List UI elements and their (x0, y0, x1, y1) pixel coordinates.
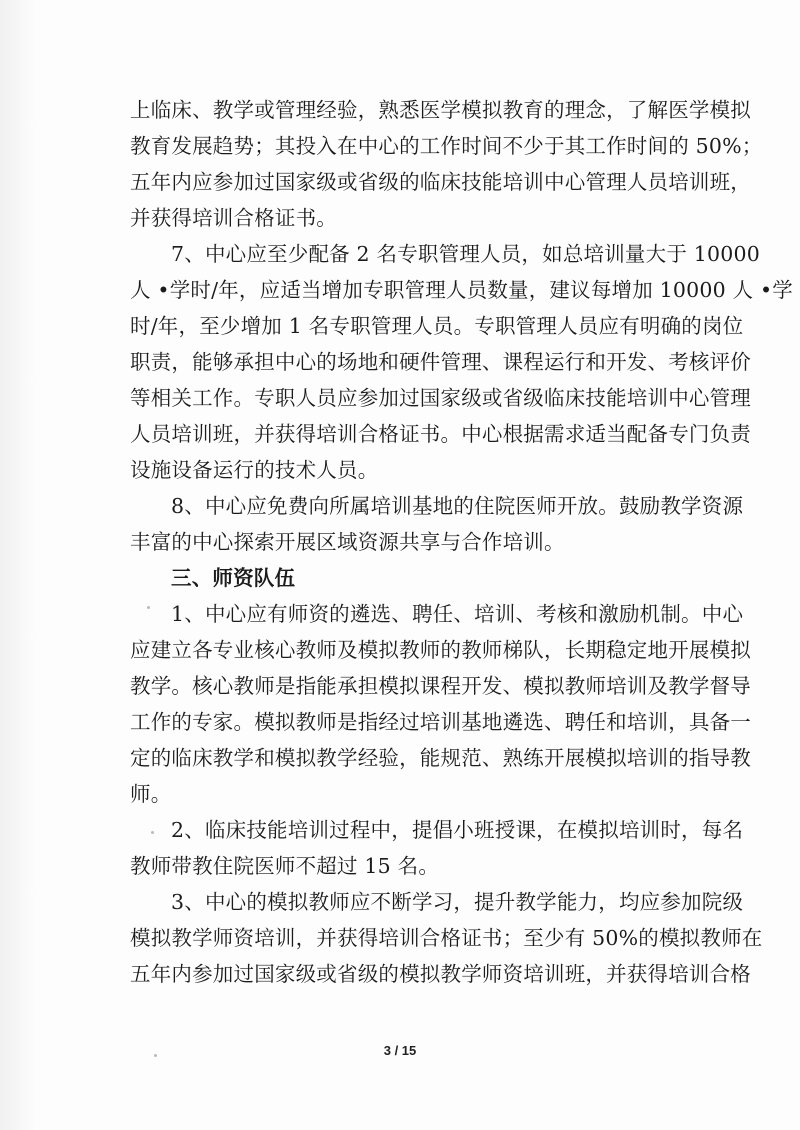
paragraph-1-start: 1、中心应有师资的遴选、聘任、培训、考核和激励机制。中心 (171, 602, 744, 626)
text-line: 师。 (130, 782, 172, 806)
text-line: 等相关工作。专职人员应参加过国家级或省级临床技能培训中心管理 (130, 386, 751, 410)
text-line: 定的临床教学和模拟教学经验，能规范、熟练开展模拟培训的指导教 (130, 746, 751, 770)
paragraph-3-start: 3、中心的模拟教师应不断学习，提升教学能力，均应参加院级 (171, 890, 744, 914)
scan-edge-shadow (0, 0, 36, 1130)
paragraph-8-start: 8、中心应免费向所属培训基地的住院医师开放。鼓励教学资源 (171, 494, 744, 518)
text-line: 并获得培训合格证书。 (130, 206, 337, 230)
section-heading: 三、师资队伍 (171, 566, 296, 590)
text-line: 人 •学时/年，应适当增加专职管理人员数量，建议每增加 10000 人 •学 (130, 278, 793, 302)
text-line: 职责，能够承担中心的场地和硬件管理、课程运行和开发、考核评价 (130, 350, 751, 374)
text-line: 教育发展趋势；其投入在中心的工作时间不少于其工作时间的 50%； (130, 134, 763, 158)
paragraph-7-start: 7、中心应至少配备 2 名专职管理人员，如总培训量大于 10000 (171, 242, 760, 266)
text-line: 教学。核心教师是指能承担模拟课程开发、模拟教师培训及教学督导 (130, 674, 751, 698)
text-line: 应建立各专业核心教师及模拟教师的教师梯队，长期稳定地开展模拟 (130, 638, 751, 662)
text-line: 模拟教学师资培训，并获得培训合格证书；至少有 50%的模拟教师在 (130, 926, 763, 950)
text-line: 时/年，至少增加 1 名专职管理人员。专职管理人员应有明确的岗位 (130, 314, 744, 338)
text-line: 人员培训班，并获得培训合格证书。中心根据需求适当配备专门负责 (130, 422, 751, 446)
text-line: 上临床、教学或管理经验，熟悉医学模拟教育的理念，了解医学模拟 (130, 98, 751, 122)
text-line: 五年内应参加过国家级或省级的临床技能培训中心管理人员培训班， (130, 170, 751, 194)
page-number: 3 / 15 (383, 1043, 417, 1058)
text-line: 丰富的中心探索开展区域资源共享与合作培训。 (130, 530, 565, 554)
text-line: 五年内参加过国家级或省级的模拟教学师资培训班，并获得培训合格 (130, 962, 751, 986)
document-body (130, 92, 793, 992)
text-line: 教师带教住院医师不超过 15 名。 (130, 854, 440, 878)
text-line: 设施设备运行的技术人员。 (130, 458, 379, 482)
text-line: 工作的专家。模拟教师是指经过培训基地遴选、聘任和培训，具备一 (130, 710, 751, 734)
paragraph-2-start: 2、临床技能培训过程中，提倡小班授课，在模拟培训时，每名 (171, 818, 744, 842)
